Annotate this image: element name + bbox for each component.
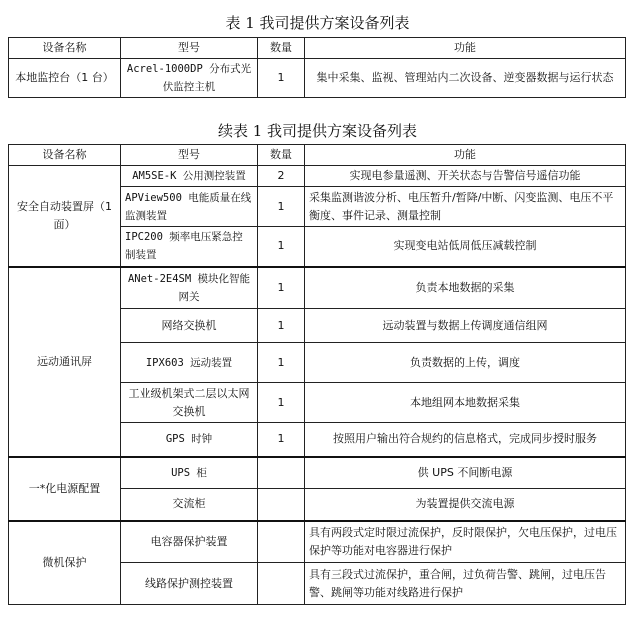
device-model: ANet-2E4SM 模块化智能网关 <box>121 267 258 309</box>
device-qty: 1 <box>258 59 305 98</box>
device-model: 线路保护测控装置 <box>121 563 258 605</box>
device-qty: 1 <box>258 343 305 383</box>
group-name: 一*化电源配置 <box>9 457 121 521</box>
header-function: 功能 <box>305 38 626 59</box>
device-function: 远动装置与数据上传调度通信组网 <box>305 309 626 343</box>
device-model: IPC200 频率电压紧急控制装置 <box>121 227 258 267</box>
device-model: IPX603 远动装置 <box>121 343 258 383</box>
device-qty: 1 <box>258 187 305 227</box>
device-qty <box>258 489 305 521</box>
table-row <box>9 59 626 98</box>
table-row <box>9 521 626 563</box>
table-header-row <box>9 145 626 166</box>
table2-caption: 续表 1 我司提供方案设备列表 <box>217 122 418 140</box>
header-model: 型号 <box>121 145 258 166</box>
table-row <box>9 457 626 489</box>
device-model: 工业级机架式二层以太网交换机 <box>121 383 258 423</box>
group-name: 安全自动装置屏（1 面） <box>9 166 121 267</box>
device-model: 网络交换机 <box>121 309 258 343</box>
header-name: 设备名称 <box>9 145 121 166</box>
device-function: 负责本地数据的采集 <box>305 267 626 309</box>
device-function: 为装置提供交流电源 <box>305 489 626 521</box>
device-function: 本地组网本地数据采集 <box>305 383 626 423</box>
device-name: 本地监控台（1 台） <box>9 59 121 98</box>
device-function: 按照用户输出符合规约的信息格式，完成同步授时服务 <box>305 423 626 457</box>
group-name: 远动通讯屏 <box>9 267 121 457</box>
device-model: UPS 柜 <box>121 457 258 489</box>
header-name: 设备名称 <box>9 38 121 59</box>
device-function: 采集监测谐波分析、电压暂升/暂降/中断、闪变监测、电压不平衡度、事件记录、测量控制 <box>305 187 626 227</box>
device-model: 交流柜 <box>121 489 258 521</box>
equipment-table-continued <box>8 144 626 605</box>
device-function: 具有两段式定时限过流保护，反时限保护，欠电压保护，过电压保护等功能对电容器进行保护 <box>305 521 626 563</box>
device-qty: 1 <box>258 227 305 267</box>
device-function: 集中采集、监视、管理站内二次设备、逆变器数据与运行状态 <box>305 59 626 98</box>
device-function: 具有三段式过流保护，重合闸，过负荷告警、跳闸，过电压告警、跳闸等功能对线路进行保护 <box>305 563 626 605</box>
group-name: 微机保护 <box>9 521 121 605</box>
header-function: 功能 <box>305 145 626 166</box>
device-model: 电容器保护装置 <box>121 521 258 563</box>
table-row <box>9 166 626 187</box>
device-model: Acrel-1000DP 分布式光伏监控主机 <box>121 59 258 98</box>
device-qty: 1 <box>258 309 305 343</box>
device-qty: 1 <box>258 267 305 309</box>
device-function: 负责数据的上传，调度 <box>305 343 626 383</box>
device-qty: 1 <box>258 383 305 423</box>
table-row <box>9 267 626 309</box>
header-qty: 数量 <box>258 145 305 166</box>
device-function: 实现电参量遥测、开关状态与告警信号遥信功能 <box>305 166 626 187</box>
equipment-table <box>8 37 626 98</box>
table-header-row <box>9 38 626 59</box>
device-function: 供 UPS 不间断电源 <box>305 457 626 489</box>
device-function: 实现变电站低周低压减载控制 <box>305 227 626 267</box>
device-qty: 2 <box>258 166 305 187</box>
header-model: 型号 <box>121 38 258 59</box>
device-qty <box>258 521 305 563</box>
device-model: GPS 时钟 <box>121 423 258 457</box>
device-qty <box>258 563 305 605</box>
table1-caption: 表 1 我司提供方案设备列表 <box>225 14 410 32</box>
device-model: AM5SE-K 公用测控装置 <box>121 166 258 187</box>
header-qty: 数量 <box>258 38 305 59</box>
device-model: APView500 电能质量在线监测装置 <box>121 187 258 227</box>
device-qty <box>258 457 305 489</box>
device-qty: 1 <box>258 423 305 457</box>
